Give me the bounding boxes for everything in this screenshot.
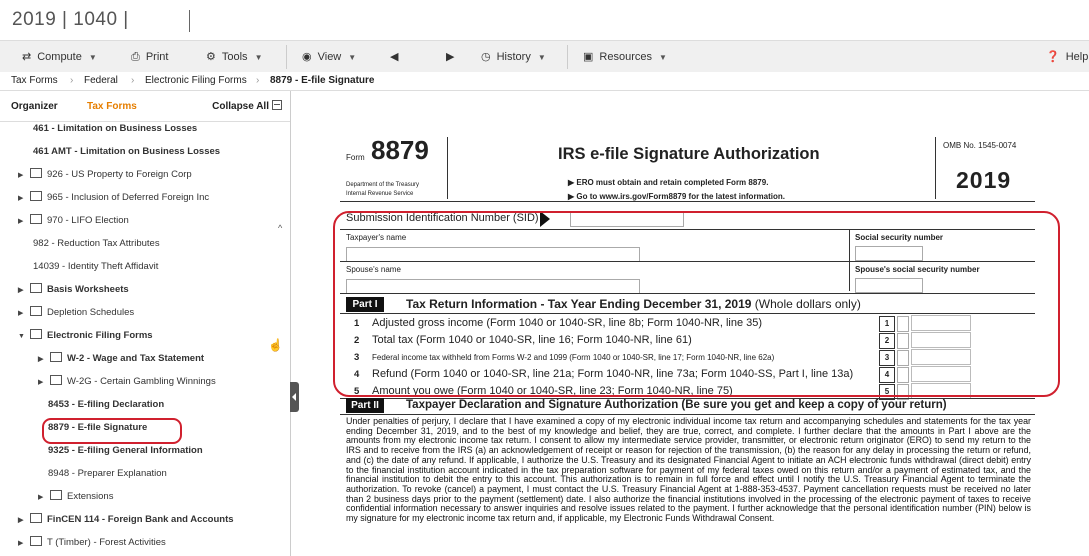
part1-note: (Whole dollars only) xyxy=(754,297,861,311)
tree-item-label: 14039 - Identity Theft Affidavit xyxy=(33,261,159,272)
tree-item-label: 982 - Reduction Tax Attributes xyxy=(33,238,160,249)
window-title: 2019 | 1040 | xyxy=(12,9,129,30)
tab-organizer[interactable]: Organizer xyxy=(11,101,58,112)
tree-item-label: 9325 - E-filing General Information xyxy=(48,445,203,456)
folder-icon xyxy=(30,214,42,224)
tab-tax-forms[interactable]: Tax Forms xyxy=(87,101,137,112)
sidebar-tree-item[interactable] xyxy=(48,464,167,484)
tree-item-label: 926 - US Property to Foreign Corp xyxy=(47,169,192,180)
compute-label: Compute xyxy=(37,51,82,63)
chevron-right-icon[interactable]: ▶ xyxy=(38,356,44,363)
line-description: Adjusted gross income (Form 1040 or 1040-SR, line 8b; Form 1040-NR, line 35) xyxy=(372,317,763,329)
sidebar-tree-item[interactable] xyxy=(33,119,197,139)
print-label: Print xyxy=(145,51,169,63)
collapse-icon xyxy=(272,100,282,110)
tree-item-label: W-2G - Certain Gambling Winnings xyxy=(67,376,216,387)
chevron-right-icon[interactable]: ▶ xyxy=(18,172,24,179)
sidebar-tree-item[interactable] xyxy=(48,395,164,415)
sidebar-tree-item[interactable] xyxy=(33,142,220,162)
title-caret xyxy=(189,10,190,32)
instruction-line: ▶ Go to www.irs.gov/Form8879 for the latest information. xyxy=(568,192,785,201)
chevron-right-icon[interactable]: ▶ xyxy=(18,540,24,547)
tree-item-label: 8879 - E-file Signature xyxy=(48,422,148,433)
tree-item-label: 8948 - Preparer Explanation xyxy=(48,468,167,479)
tree-item-label: 970 - LIFO Election xyxy=(47,215,129,226)
line-number: 1 xyxy=(354,318,360,329)
sidebar-tree-item[interactable] xyxy=(38,487,113,507)
taxpayer-name-label: Taxpayer's name xyxy=(346,233,407,242)
sidebar xyxy=(0,91,291,556)
view-button[interactable] xyxy=(302,41,356,73)
chevron-right-icon: › xyxy=(70,75,74,86)
history-label: History xyxy=(496,51,531,63)
arrow-left-icon: ◀ xyxy=(390,51,399,63)
briefcase-icon: ▣ xyxy=(583,51,594,63)
line-description: Total tax (Form 1040 or 1040-SR, line 16; Form 1040-NR, line 61) xyxy=(372,334,692,346)
dept-line: Department of the Treasury xyxy=(346,182,420,188)
tax-year: 2019 xyxy=(956,167,1012,193)
chevron-down-icon: ▼ xyxy=(254,53,263,62)
chevron-right-icon[interactable]: ▶ xyxy=(18,195,24,202)
chevron-right-icon[interactable]: ▶ xyxy=(18,310,24,317)
breadcrumb-item[interactable]: Electronic Filing Forms xyxy=(145,75,247,86)
folder-icon xyxy=(30,306,42,316)
line-box-number: 1 xyxy=(879,316,895,332)
chevron-down-icon: ▼ xyxy=(348,53,357,62)
swap-arrows-icon: ⇄ xyxy=(22,51,32,63)
tools-button[interactable] xyxy=(206,41,262,73)
sidebar-collapse-handle[interactable] xyxy=(290,382,299,412)
chevron-down-icon: ▼ xyxy=(658,53,667,62)
highlight-annotation xyxy=(42,418,182,444)
folder-icon xyxy=(50,352,62,362)
toolbar-divider xyxy=(567,45,568,69)
sidebar-tree-item[interactable] xyxy=(48,441,203,461)
chevron-right-icon[interactable]: ▶ xyxy=(38,494,44,501)
folder-icon xyxy=(50,375,62,385)
arrow-right-icon: ▶ xyxy=(446,51,455,63)
sidebar-header xyxy=(0,91,290,122)
collapse-all-button[interactable] xyxy=(212,100,282,112)
divider xyxy=(340,201,1035,202)
chevron-down-icon: ▼ xyxy=(88,53,97,62)
tree-item-label: 461 - Limitation on Business Losses xyxy=(33,123,198,134)
chevron-right-icon[interactable]: ▶ xyxy=(38,379,44,386)
tree-item-label: T (Timber) - Forest Activities xyxy=(47,537,166,548)
history-button[interactable] xyxy=(481,41,546,73)
spouse-ssn-label: Spouse's social security number xyxy=(855,265,980,274)
form-instructions xyxy=(568,176,785,204)
folder-icon xyxy=(30,191,42,201)
line-box-number: 5 xyxy=(879,384,895,400)
sidebar-tree-item[interactable] xyxy=(38,349,204,369)
department xyxy=(346,181,419,199)
highlight-annotation xyxy=(333,211,1060,397)
line-number: 5 xyxy=(354,386,360,397)
chevron-down-icon[interactable]: ▼ xyxy=(18,333,25,340)
sidebar-tree-item[interactable] xyxy=(18,303,134,323)
chevron-right-icon[interactable]: ▶ xyxy=(18,287,24,294)
tree-item-label: 965 - Inclusion of Deferred Foreign Inc xyxy=(47,192,210,203)
help-label: Help xyxy=(1065,51,1089,63)
hand-cursor-icon: ☝ xyxy=(268,338,283,352)
tools-label: Tools xyxy=(221,51,248,63)
form-label: Form xyxy=(346,153,365,162)
sidebar-tree-item[interactable] xyxy=(18,165,192,185)
divider xyxy=(447,137,448,199)
instruction-line: ▶ ERO must obtain and retain completed Form 8879. xyxy=(568,178,769,187)
line-number: 3 xyxy=(354,352,360,363)
part2-title: Taxpayer Declaration and Signature Authorization (Be sure you get and keep a copy of your return) xyxy=(406,399,947,411)
tree-item-label: W-2 - Wage and Tax Statement xyxy=(67,353,205,364)
print-button[interactable] xyxy=(131,41,168,73)
sidebar-tree-item[interactable] xyxy=(18,188,209,208)
forward-button[interactable] xyxy=(446,41,460,73)
part1-badge: Part I xyxy=(346,297,384,312)
tree-item-label: 8453 - E-filing Declaration xyxy=(48,399,165,410)
sidebar-tree-item[interactable] xyxy=(38,372,216,392)
sidebar-tree-item[interactable] xyxy=(33,234,160,254)
part2-badge: Part II xyxy=(346,398,384,413)
eye-icon: ◉ xyxy=(302,51,312,63)
collapse-all-label: Collapse All xyxy=(212,101,269,112)
breadcrumb-item[interactable]: Tax Forms xyxy=(11,75,58,86)
compute-button[interactable] xyxy=(22,41,97,73)
sidebar-tree-item[interactable] xyxy=(18,326,153,346)
ssn-label: Social security number xyxy=(855,233,944,242)
folder-icon xyxy=(50,490,62,500)
line-description: Federal income tax withheld from Forms W-2 and 1099 (Form 1040 or 1040-SR, line 17; Form 1040-NR, line 62a) xyxy=(372,353,775,362)
line-box-number: 2 xyxy=(879,333,895,349)
divider xyxy=(935,137,936,199)
chevron-right-icon: › xyxy=(256,75,260,86)
omb-number: OMB No. 1545-0074 xyxy=(943,141,1017,150)
tree-item-label: FinCEN 114 - Foreign Bank and Accounts xyxy=(47,514,234,525)
sidebar-tree-item[interactable] xyxy=(18,510,234,530)
toolbar-divider xyxy=(286,45,287,69)
part1-title-text: Tax Return Information - Tax Year Ending December 31, 2019 xyxy=(406,297,752,311)
declaration-text: Under penalties of perjury, I declare that I have examined a copy of my electronic individual income tax return and accompanying schedules and statements for the tax year ending December 31, 2019, and to the best of my knowledge and belief, they are true, correct, and complete. I further declare that the amounts in Part I above are the amounts from my electronic income tax return. I consent to allow my intermediate service provider, transmitter, or electronic return originator (ERO) to send my return to the IRS and to receive from the IRS (a) an acknowledgement of receipt or reason for rejection of the transmission, (b) the reason for any delay in processing the return or refund, and (c) the date of any refund. If applicable, I authorize the U.S. Treasury and its designated Financial Agent to initiate an ACH electronic funds withdrawal (direct debit) entry to the financial institution account indicated in the tax preparation software for payment of my federal taxes owed on this return and/or a payment of estimated tax, and the financial institution to debit the entry to this account. This authorization is to remain in full force and effect until I notify the U.S. Treasury Financial Agent to terminate the authorization. To revoke (cancel) a payment, I must contact the U.S. Treasury Financial Agent at 1-888-353-4537. Payment cancellation requests must be received no later than 2 business days prior to the payment (settlement) date. I also authorize the financial institutions involved in the processing of the electronic payment of taxes to receive confidential information necessary to answer inquiries and resolve issues related to the payment. I further acknowledge that the personal identification number (PIN) below is my signature for my electronic income tax return and, if applicable, my Electronic Funds Withdrawal Consent. xyxy=(346,416,1031,524)
breadcrumb-current: 8879 - E-file Signature xyxy=(270,75,375,86)
tree-item-label: Basis Worksheets xyxy=(47,284,129,295)
breadcrumb-item[interactable]: Federal xyxy=(84,75,118,86)
sidebar-tree-item[interactable] xyxy=(18,211,129,231)
title-bar xyxy=(0,0,1089,40)
toolbar xyxy=(0,40,1089,74)
divider xyxy=(340,414,1035,415)
help-icon: ❓ xyxy=(1046,51,1060,63)
tree-item-label: Extensions xyxy=(67,491,114,502)
sidebar-tree-item[interactable] xyxy=(33,257,158,277)
form-number: 8879 xyxy=(371,135,429,165)
folder-icon xyxy=(30,536,42,546)
dept-line: Internal Revenue Service xyxy=(346,191,414,197)
tree-item-label: Electronic Filing Forms xyxy=(47,330,153,341)
view-label: View xyxy=(317,51,342,63)
chevron-right-icon: › xyxy=(131,75,135,86)
chevron-right-icon[interactable]: ▶ xyxy=(18,517,24,524)
scroll-up-icon[interactable]: ^ xyxy=(278,223,283,233)
folder-icon xyxy=(30,329,42,339)
folder-icon xyxy=(30,168,42,178)
folder-icon xyxy=(30,283,42,293)
back-button[interactable] xyxy=(390,41,404,73)
tree-item-label: Depletion Schedules xyxy=(47,307,135,318)
chevron-right-icon[interactable]: ▶ xyxy=(18,218,24,225)
folder-icon xyxy=(30,513,42,523)
sid-label: Submission Identification Number (SID) xyxy=(346,212,539,224)
line-description: Amount you owe (Form 1040 or 1040-SR, line 23; Form 1040-NR, line 75) xyxy=(372,385,733,397)
resources-button[interactable] xyxy=(583,41,667,73)
gear-icon: ⚙ xyxy=(206,51,216,63)
line-number: 4 xyxy=(354,369,360,380)
line-box-number: 4 xyxy=(879,367,895,383)
help-button[interactable] xyxy=(1046,41,1088,73)
resources-label: Resources xyxy=(599,51,652,63)
sidebar-tree-item[interactable] xyxy=(18,533,166,553)
breadcrumb xyxy=(0,72,1089,91)
line-description: Refund (Form 1040 or 1040-SR, line 21a; Form 1040-NR, line 73a; Form 1040-SS, Part I, line 13a) xyxy=(372,368,854,380)
tree-item-label: 461 AMT - Limitation on Business Losses xyxy=(33,146,221,157)
line-box-number: 3 xyxy=(879,350,895,366)
sidebar-tree-item[interactable] xyxy=(18,280,129,300)
printer-icon: ⎙ xyxy=(131,51,140,63)
form-title: IRS e-file Signature Authorization xyxy=(558,145,820,163)
clock-icon: ◷ xyxy=(481,51,491,63)
form-viewer xyxy=(300,91,1089,556)
chevron-down-icon: ▼ xyxy=(537,53,546,62)
line-number: 2 xyxy=(354,335,360,346)
spouse-name-label: Spouse's name xyxy=(346,265,401,274)
